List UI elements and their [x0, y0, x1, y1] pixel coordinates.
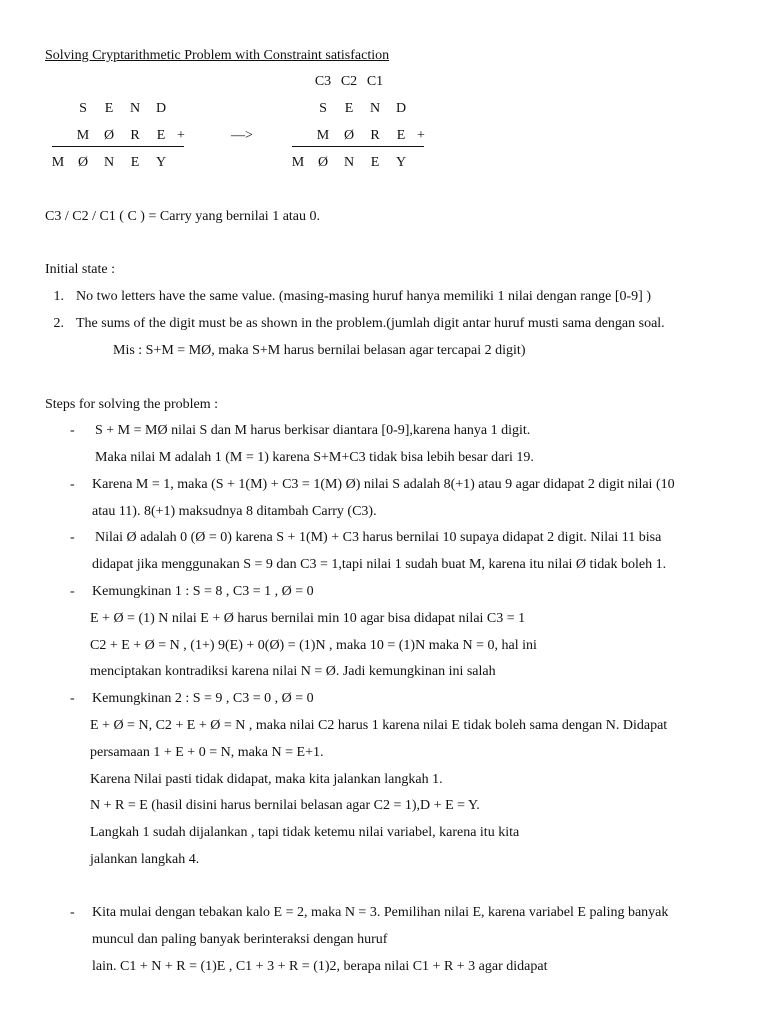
left-row3-letter: Ø [77, 155, 89, 170]
right-row1-letter: N [369, 101, 381, 116]
step-line: Nilai Ø adalah 0 (Ø = 0) karena S + 1(M) + C3 harus bernilai 10 supaya didapat 2 digit. Nilai 11 bisa [95, 530, 662, 545]
right-row3-letter: N [343, 155, 355, 170]
step-line: jalankan langkah 4. [90, 852, 200, 867]
page-title: Solving Cryptarithmetic Problem with Constraint satisfaction [45, 48, 390, 63]
right-row3-letter: M [291, 155, 305, 170]
carry-label: C1 [366, 74, 384, 89]
left-row3-letter: N [103, 155, 115, 170]
steps-heading: Steps for solving the problem : [45, 397, 219, 412]
step-line: muncul dan paling banyak berinteraksi dengan huruf [92, 932, 388, 947]
step-line: atau 11). 8(+1) maksudnya 8 ditambah Carry (C3). [92, 504, 377, 519]
step-line: Kita mulai dengan tebakan kalo E = 2, maka N = 3. Pemilihan nilai E, karena variabel E paling banyak [92, 905, 669, 920]
left-row1-letter: D [155, 101, 167, 116]
right-row3-letter: Ø [317, 155, 329, 170]
step-line: Karena Nilai pasti tidak didapat, maka kita jalankan langkah 1. [90, 772, 443, 787]
right-row1-letter: S [319, 101, 327, 116]
right-row1-letter: E [344, 101, 354, 116]
left-row1-letter: S [79, 101, 87, 116]
bullet-dash: - [70, 530, 75, 545]
left-row3-letter: M [51, 155, 65, 170]
left-row2-letter: E [156, 128, 166, 143]
example-line: Mis : S+M = MØ, maka S+M harus bernilai belasan agar tercapai 2 digit) [113, 343, 526, 358]
left-row2-letter: M [76, 128, 90, 143]
list-item: The sums of the digit must be as shown in the problem.(jumlah digit antar huruf musti sama dengan soal. [76, 316, 665, 331]
bullet-dash: - [70, 584, 75, 599]
right-row2-letter: M [316, 128, 330, 143]
list-number: 2. [53, 316, 64, 331]
carry-note: C3 / C2 / C1 ( C ) = Carry yang bernilai 1 atau 0. [45, 209, 321, 224]
left-row3-letter: Y [155, 155, 167, 170]
list-item: No two letters have the same value. (masing-masing huruf hanya memiliki 1 nilai dengan range [0-9] ) [76, 289, 651, 304]
step-line: C2 + E + Ø = N , (1+) 9(E) + 0(Ø) = (1)N , maka 10 = (1)N maka N = 0, hal ini [90, 638, 537, 653]
step-line: E + Ø = N, C2 + E + Ø = N , maka nilai C2 harus 1 karena nilai E tidak boleh sama dengan N. Didapat [90, 718, 668, 733]
left-row3-letter: E [130, 155, 140, 170]
plus-sign: + [417, 128, 425, 143]
step-line: Karena M = 1, maka (S + 1(M) + C3 = 1(M) Ø) nilai S adalah 8(+1) atau 9 agar didapat 2 digit nilai (10 [92, 477, 675, 492]
step-line: persamaan 1 + E + 0 = N, maka N = E+1. [90, 745, 324, 760]
left-row1-letter: N [129, 101, 141, 116]
right-row3-letter: E [370, 155, 380, 170]
right-row1-letter: D [395, 101, 407, 116]
step-line: Maka nilai M adalah 1 (M = 1) karena S+M+C3 tidak bisa lebih besar dari 19. [95, 450, 534, 465]
step-line: S + M = MØ nilai S dan M harus berkisar diantara [0-9],karena hanya 1 digit. [95, 423, 531, 438]
step-line: E + Ø = (1) N nilai E + Ø harus bernilai min 10 agar bisa didapat nilai C3 = 1 [90, 611, 526, 626]
carry-label: C3 [314, 74, 332, 89]
sum-line [52, 146, 184, 147]
right-row2-letter: E [396, 128, 406, 143]
left-row2-letter: R [130, 128, 140, 143]
list-number: 1. [53, 289, 64, 304]
step-line: menciptakan kontradiksi karena nilai N = Ø. Jadi kemungkinan ini salah [90, 664, 496, 679]
carry-label: C2 [340, 74, 358, 89]
step-line: lain. C1 + N + R = (1)E , C1 + 3 + R = (1)2, berapa nilai C1 + R + 3 agar didapat [92, 959, 548, 974]
step-line: Kemungkinan 2 : S = 9 , C3 = 0 , Ø = 0 [92, 691, 314, 706]
step-line: N + R = E (hasil disini harus bernilai belasan agar C2 = 1),D + E = Y. [90, 798, 480, 813]
right-row2-letter: Ø [343, 128, 355, 143]
bullet-dash: - [70, 423, 75, 438]
step-line: didapat jika menggunakan S = 9 dan C3 = 1,tapi nilai 1 sudah buat M, karena itu nilai Ø tidak boleh 1. [92, 557, 667, 572]
arrow: —> [231, 128, 253, 143]
right-row2-letter: R [370, 128, 380, 143]
right-row3-letter: Y [395, 155, 407, 170]
step-line: Langkah 1 sudah dijalankan , tapi tidak ketemu nilai variabel, karena itu kita [90, 825, 520, 840]
left-row1-letter: E [104, 101, 114, 116]
plus-sign: + [177, 128, 185, 143]
step-line: Kemungkinan 1 : S = 8 , C3 = 1 , Ø = 0 [92, 584, 314, 599]
bullet-dash: - [70, 905, 75, 920]
initial-state-heading: Initial state : [45, 262, 115, 277]
bullet-dash: - [70, 477, 75, 492]
bullet-dash: - [70, 691, 75, 706]
sum-line [292, 146, 424, 147]
left-row2-letter: Ø [103, 128, 115, 143]
